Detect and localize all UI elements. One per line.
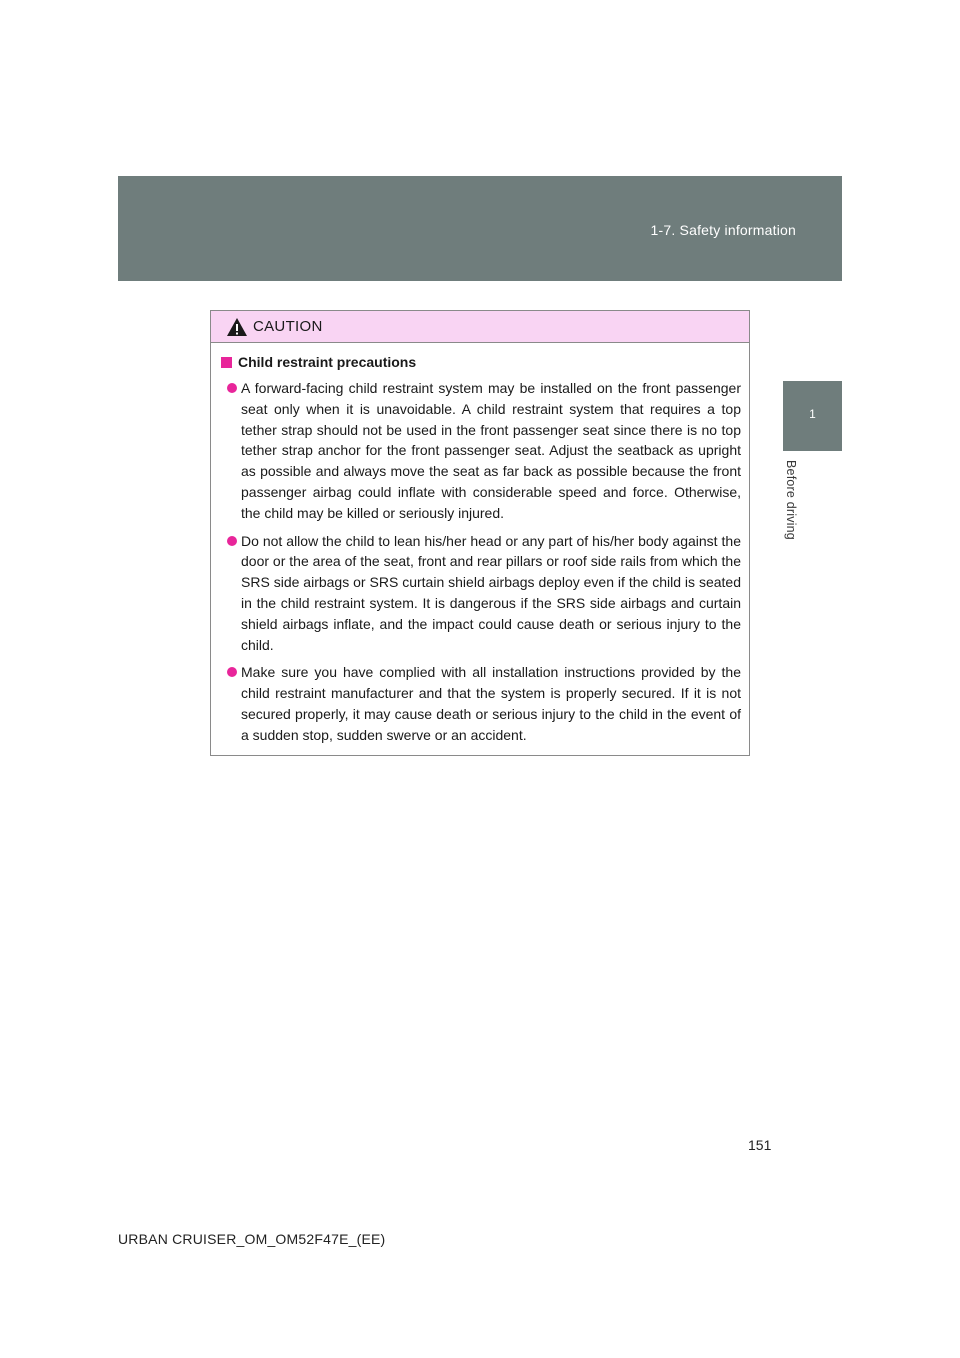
caution-bullet xyxy=(221,662,741,745)
caution-header xyxy=(211,311,749,343)
subheading-text: Child restraint precautions xyxy=(238,354,417,370)
caution-bullet xyxy=(221,378,741,524)
header-band xyxy=(118,176,842,281)
chapter-label: Before driving xyxy=(784,460,798,540)
warning-triangle-icon xyxy=(226,317,248,337)
bullet-text: Make sure you have complied with all installation instructions provided by the child restraint manufacturer and that the system is properly secured. If it is not secured properly, it may cause death or serious injury to the child in the event of a sudden stop, sudden swerve or an accident. xyxy=(241,664,741,743)
round-bullet-icon xyxy=(227,667,237,677)
caution-body xyxy=(211,343,749,746)
bullet-text: A forward-facing child restraint system may be installed on the front passenger seat only when it is unavoidable. A child restraint system that requires a top tether strap should not be used in the front passenger seat since there is no top tether strap anchor for the front passenger seat. Adjust the seatback as upright as possible and always move the seat as far back as possible because the front passenger airbag could inflate with considerable speed and force. Otherwise, the child may be killed or seriously injured. xyxy=(241,380,741,521)
document-code: URBAN CRUISER_OM_OM52F47E_(EE) xyxy=(118,1231,386,1247)
chapter-label-wrap xyxy=(764,460,824,550)
chapter-tab xyxy=(783,381,842,451)
caution-bullet xyxy=(221,531,741,656)
bullet-text: Do not allow the child to lean his/her head or any part of his/her body against the door or the area of the seat, front and rear pillars or roof side rails from which the SRS side airbags or SRS curtain shield airbags deploy even if the child is seated in the child restraint system. It is dangerous if the SRS side airbags and curtain shield airbags inflate, and the impact could cause death or serious injury to the child. xyxy=(241,532,741,653)
page-number: 151 xyxy=(748,1137,772,1153)
caution-title: CAUTION xyxy=(253,318,323,335)
square-bullet-icon xyxy=(221,357,232,368)
round-bullet-icon xyxy=(227,536,237,546)
section-title: 1-7. Safety information xyxy=(650,222,796,238)
chapter-number: 1 xyxy=(809,407,816,421)
caution-box xyxy=(210,310,750,756)
round-bullet-icon xyxy=(227,383,237,393)
caution-subheading xyxy=(221,354,741,370)
